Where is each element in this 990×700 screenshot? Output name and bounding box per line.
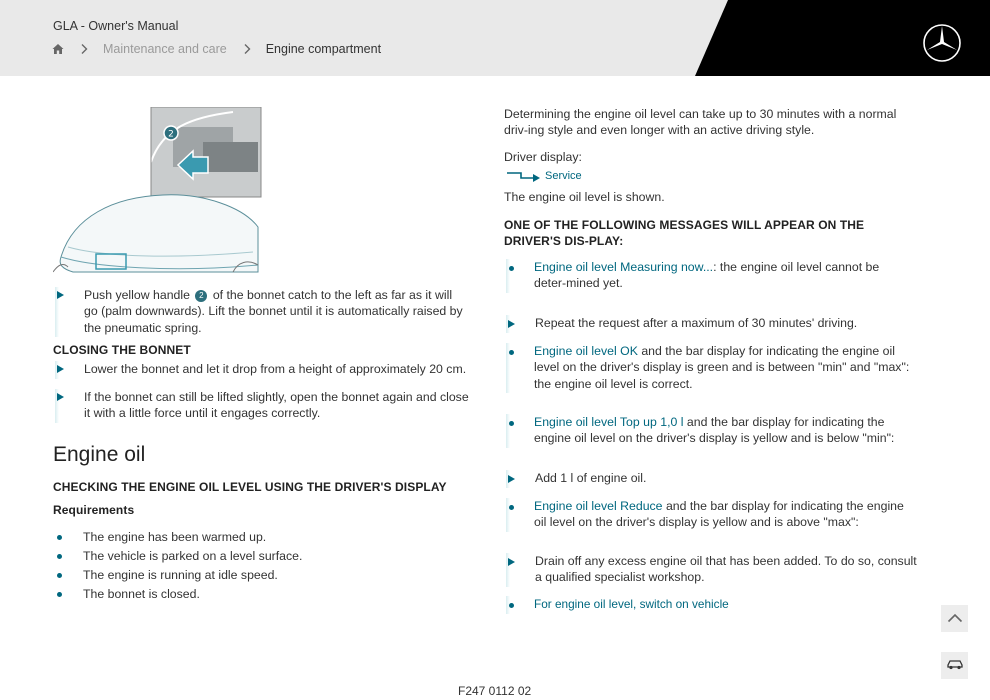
breadcrumb-current: Engine compartment bbox=[265, 42, 382, 56]
bullet-icon bbox=[509, 421, 514, 426]
step-arrow-icon bbox=[57, 393, 65, 401]
vehicle-view-button[interactable] bbox=[941, 652, 968, 679]
breadcrumb bbox=[52, 42, 381, 56]
section-title-engine-oil: Engine oil bbox=[53, 443, 146, 466]
message-text: and the bar display for indicating the engine oil level on the driver's display is yellow and is above "max": bbox=[534, 499, 904, 530]
step-drain-oil: Drain off any excess engine oil that has been added. To do so, consult a qualified specialist workshop. bbox=[535, 554, 917, 585]
step-add-oil: Add 1 l of engine oil. bbox=[535, 471, 647, 485]
bullet-icon bbox=[509, 350, 514, 355]
requirement-item: The engine has been warmed up. bbox=[83, 530, 267, 544]
step-text: of the bonnet catch to the left as far as it will go (palm downwards). Lift the bonnet until it is automatically raised by the pneumatic spring. bbox=[84, 288, 463, 335]
service-menu-label: Service bbox=[545, 170, 582, 182]
step-arrow-icon bbox=[57, 291, 65, 299]
closing-bonnet-heading: CLOSING THE BONNET bbox=[53, 343, 191, 357]
driver-display-label: Driver display: bbox=[504, 150, 582, 164]
menu-path-service bbox=[507, 170, 582, 182]
manual-title: GLA - Owner's Manual bbox=[53, 19, 179, 33]
message-text: and the bar display for indicating the engine oil level on the driver's display is green and is between "min" and "max": the engine oil level is correct. bbox=[534, 344, 910, 391]
callout-number-badge: 2 bbox=[195, 290, 207, 302]
requirement-item: The bonnet is closed. bbox=[83, 587, 200, 601]
requirements-heading: Requirements bbox=[53, 503, 135, 517]
message-reduce bbox=[534, 498, 919, 531]
step-reclose-bonnet: If the bonnet can still be lifted slightly, open the bonnet again and close it with a little force until it engages correctly. bbox=[84, 390, 469, 421]
step-arrow-icon bbox=[57, 365, 65, 373]
page-header bbox=[0, 0, 990, 76]
bullet-icon bbox=[57, 554, 62, 559]
step-lower-bonnet: Lower the bonnet and let it drop from a height of approximately 20 cm. bbox=[84, 362, 467, 376]
oil-level-shown-text: The engine oil level is shown. bbox=[504, 190, 665, 204]
message-link-measuring[interactable]: Engine oil level Measuring now... bbox=[534, 260, 714, 274]
message-level-ok bbox=[534, 343, 919, 392]
step-push-handle bbox=[84, 287, 464, 336]
bullet-icon bbox=[57, 592, 62, 597]
bonnet-illustration bbox=[53, 107, 263, 277]
intro-paragraph: Determining the engine oil level can take up to 30 minutes with a normal driv-ing style and even longer with an active driving style. bbox=[504, 107, 897, 138]
message-top-up bbox=[534, 414, 919, 447]
message-link-ok[interactable]: Engine oil level OK bbox=[534, 344, 638, 358]
step-repeat-request: Repeat the request after a maximum of 30 minutes' driving. bbox=[535, 316, 858, 330]
checking-oil-heading: CHECKING THE ENGINE OIL LEVEL USING THE DRIVER'S DISPLAY bbox=[53, 480, 447, 494]
message-measuring-now bbox=[534, 259, 914, 292]
requirement-item: The engine is running at idle speed. bbox=[83, 568, 278, 582]
menu-path-arrow-icon bbox=[507, 170, 541, 182]
chevron-up-icon bbox=[947, 610, 963, 628]
mercedes-star-logo[interactable] bbox=[922, 23, 962, 63]
message-text: : the engine oil level cannot be deter-mined yet. bbox=[534, 260, 880, 291]
step-arrow-icon bbox=[508, 475, 516, 483]
chevron-right-icon bbox=[80, 43, 90, 55]
message-link-top-up[interactable]: Engine oil level Top up 1,0 l bbox=[534, 415, 684, 429]
message-highlight-bar bbox=[506, 259, 510, 293]
bullet-icon bbox=[57, 535, 62, 540]
bullet-icon bbox=[509, 266, 514, 271]
breadcrumb-link-maintenance[interactable]: Maintenance and care bbox=[103, 42, 227, 56]
step-arrow-icon bbox=[508, 558, 516, 566]
requirement-item: The vehicle is parked on a level surface. bbox=[83, 549, 303, 563]
car-icon bbox=[946, 657, 964, 675]
step-text: Push yellow handle bbox=[84, 288, 190, 302]
message-highlight-bar bbox=[506, 498, 510, 532]
svg-text:2: 2 bbox=[168, 129, 174, 140]
message-highlight-bar bbox=[506, 414, 510, 448]
bullet-icon bbox=[509, 505, 514, 510]
message-text: and the bar display for indicating the engine oil level on the driver's display is yellow and is below "min": bbox=[534, 415, 895, 446]
step-arrow-icon bbox=[508, 320, 516, 328]
messages-heading: ONE OF THE FOLLOWING MESSAGES WILL APPEAR ON THE DRIVER'S DIS-PLAY: bbox=[504, 218, 865, 248]
chevron-right-icon bbox=[243, 43, 253, 55]
scroll-to-top-button[interactable] bbox=[941, 605, 968, 632]
message-link-reduce[interactable]: Engine oil level Reduce bbox=[534, 499, 663, 513]
related-link-switch-on[interactable]: For engine oil level, switch on vehicle bbox=[534, 597, 729, 611]
document-code: F247 0112 02 bbox=[458, 684, 532, 698]
home-icon[interactable] bbox=[52, 43, 64, 55]
bullet-icon bbox=[509, 603, 514, 608]
bullet-icon bbox=[57, 573, 62, 578]
